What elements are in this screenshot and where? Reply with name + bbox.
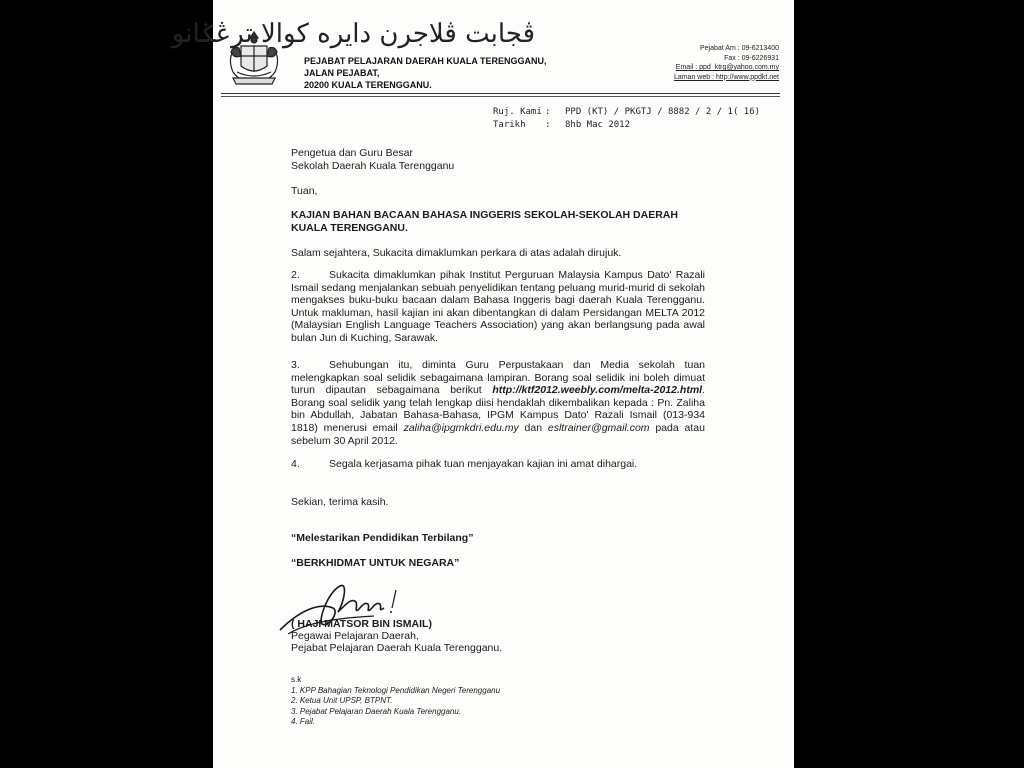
- paragraph-text: Sehubungan itu, diminta Guru Perpustakaan dan Media sekolah tuan melengkapkan soal selidik sebagaimana lampiran. Borang soal selidik ini boleh dimuat turun dipautan sebagaimana berikut: [291, 359, 705, 397]
- carbon-copy-list: [291, 675, 705, 728]
- office-postcode: 20200 KUALA TERENGGANU.: [304, 80, 432, 90]
- paragraph-4: [291, 458, 705, 471]
- letter-page: [171, 0, 794, 768]
- paragraph-text: dan: [524, 421, 543, 434]
- office-address: [304, 55, 547, 91]
- reference-block: [493, 106, 760, 132]
- header-divider: [221, 93, 780, 94]
- cc-item: 2. Ketua Unit UPSP, BTPNT.: [291, 696, 393, 705]
- signatory-name: ( HAJI MATSOR BIN ISMAIL): [291, 618, 432, 630]
- date-label: Tarikh: [493, 120, 526, 130]
- cc-item: 3. Pejabat Pelajaran Daerah Kuala Terengganu.: [291, 706, 462, 716]
- motto-nation: “BERKHIDMAT UNTUK NEGARA”: [291, 557, 460, 569]
- office-name: PEJABAT PELAJARAN DAERAH KUALA TERENGGANU,: [304, 56, 547, 66]
- questionnaire-link[interactable]: http://ktf2012.weebly.com/melta-2012.html: [492, 384, 703, 397]
- paragraph-text: pada atau sebelum 30 April 2012.: [291, 421, 705, 447]
- paragraph-number: 3.: [291, 359, 300, 371]
- letter-subject: KAJIAN BAHAN BACAAN BAHASA INGGERIS SEKOLAH-SEKOLAH DAERAH KUALA TERENGGANU.: [291, 209, 678, 234]
- date-colon: :: [545, 120, 551, 130]
- motto-education: “Melestarikan Pendidikan Terbilang”: [291, 532, 474, 544]
- paragraph-3: [291, 359, 705, 447]
- ref-colon: :: [545, 107, 551, 117]
- recipient-line: Sekolah Daerah Kuala Terengganu: [291, 159, 455, 172]
- office-street: JALAN PEJABAT,: [304, 68, 380, 78]
- paragraph-2: [291, 269, 705, 345]
- contact-email[interactable]: Email : ppd_ktrg@yahoo.com.my: [675, 64, 779, 71]
- paragraph-text: Segala kerjasama pihak tuan menjayakan kajian ini amat dihargai.: [329, 458, 638, 470]
- cc-item: 4. Fail.: [291, 717, 316, 726]
- paragraph-number: 2.: [291, 269, 300, 281]
- ref-number: PPD (KT) / PKGTJ / 8882 / 2 / 1( 16): [565, 107, 761, 117]
- email-link[interactable]: esltrainer@gmail.com: [547, 421, 650, 434]
- closing-thanks: Sekian, terima kasih.: [291, 496, 389, 508]
- contact-website[interactable]: Laman web : http://www.ppdkt.net: [673, 73, 779, 81]
- contact-fax: Fax : 09-6226931: [724, 54, 779, 62]
- contact-block: [674, 44, 779, 82]
- email-link[interactable]: zaliha@ipgmkdri.edu.my: [403, 421, 519, 434]
- recipient-line: Pengetua dan Guru Besar: [291, 147, 414, 159]
- ref-label: Ruj. Kami: [493, 107, 542, 117]
- cc-item: 1. KPP Bahagian Teknologi Pendidikan Negeri Terengganu: [291, 685, 501, 695]
- jawi-header-title: ڤجابت ڤلاجرن دايره كوالا ترڠݢانو: [171, 19, 535, 49]
- paragraph-number: 4.: [291, 458, 300, 470]
- contact-phone: Pejabat Am : 09-6213400: [699, 45, 779, 52]
- date-value: 8hb Mac 2012: [565, 120, 631, 130]
- recipient-address: [291, 147, 705, 172]
- signatory-title: Pegawai Pelajaran Daerah,: [291, 630, 419, 642]
- header-divider-thin: [221, 96, 780, 97]
- paragraph-text: . Borang soal selidik yang telah lengkap diisi hendaklah dikembalikan kepada : Pn. Zaliha bin Abdullah, Jabatan Bahasa-Bahasa, IPGM Kampus Dato' Razali Ismail (013-934 1818) menerusi email: [291, 384, 705, 434]
- salutation: Tuan,: [291, 185, 318, 197]
- paragraph-text: Sukacita dimaklumkan pihak Institut Perguruan Malaysia Kampus Dato' Razali Ismail sedang menjalankan sebuah penyelidikan tentang peluang murid-murid di sekolah mengakses buku-buku bacaan dalam Bahasa Inggeris bagi daerah Kuala Terengganu. Untuk makluman, hasil kajian ini akan dibentangkan di dalam Persidangan MELTA 2012 (Malaysian English Language Teachers Association) yang akan berlangsung pada awal bulan Jun di Kuching, Sarawak.: [291, 269, 705, 344]
- signatory-office: Pejabat Pelajaran Daerah Kuala Terengganu.: [291, 642, 503, 654]
- paragraph-1: Salam sejahtera, Sukacita dimaklumkan perkara di atas adalah dirujuk.: [291, 247, 622, 259]
- cc-label: s.k: [291, 675, 302, 684]
